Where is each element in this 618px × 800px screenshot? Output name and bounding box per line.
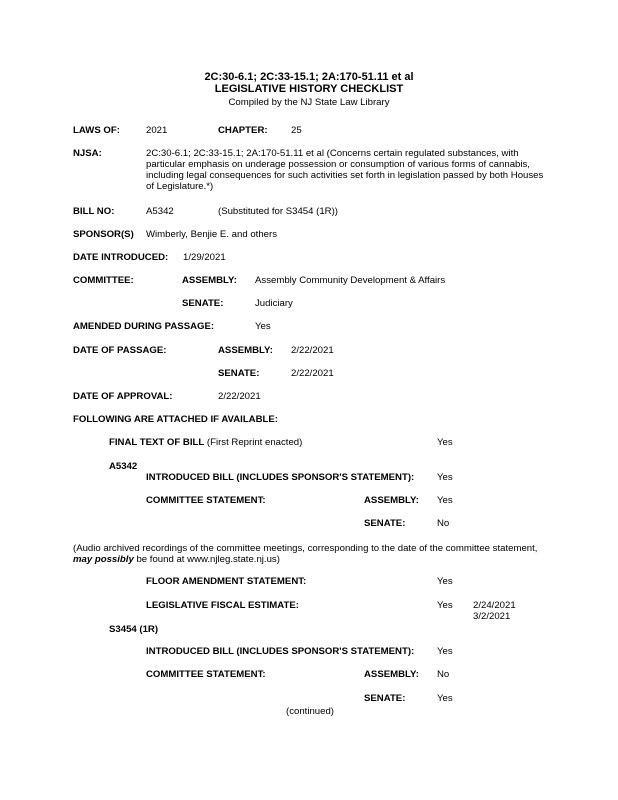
final-text-row [109,437,302,448]
s3454-assembly-label: ASSEMBLY: [364,669,419,680]
passage-senate-value: 2/22/2021 [291,368,334,379]
chapter-label: CHAPTER: [218,125,268,136]
laws-of-value: 2021 [146,125,168,136]
laws-of-label: LAWS OF: [73,125,120,136]
date-introduced-label: DATE INTRODUCED: [73,252,169,263]
floor-amendment-label: FLOOR AMENDMENT STATEMENT: [146,576,307,587]
a5342-committee-label: COMMITTEE STATEMENT: [146,495,266,506]
s3454-label: S3454 (1R) [109,624,159,635]
s3454-committee-label: COMMITTEE STATEMENT: [146,669,266,680]
s3454-introduced-label: INTRODUCED BILL (INCLUDES SPONSOR'S STATEMENT): [146,646,415,657]
committee-senate-value: Judiciary [255,298,293,309]
s3454-senate-value: Yes [437,693,453,704]
a5342-senate-label: SENATE: [364,518,406,529]
fiscal-estimate-value: Yes [437,600,453,611]
audio-note [73,543,553,565]
bill-no-value: A5342 [146,206,174,217]
continued-note: (continued) [286,706,334,717]
audio-note-emphasis: may possibly [73,554,134,565]
final-text-note: (First Reprint enacted) [206,437,303,448]
a5342-label: A5342 [109,461,138,472]
fiscal-estimate-label: LEGISLATIVE FISCAL ESTIMATE: [146,600,299,611]
s3454-senate-label: SENATE: [364,693,406,704]
final-text-label: FINAL TEXT OF BILL [109,437,205,448]
sponsors-label: SPONSOR(S) [73,229,134,240]
amended-value: Yes [255,321,271,332]
a5342-introduced-value: Yes [437,472,453,483]
committee-assembly-value: Assembly Community Development & Affairs [255,275,446,286]
audio-note-after: be found at www.njleg.state.nj.us) [133,554,280,565]
committee-assembly-label: ASSEMBLY: [182,275,237,286]
passage-senate-label: SENATE: [218,368,260,379]
date-introduced-value: 1/29/2021 [183,252,226,263]
a5342-introduced-label: INTRODUCED BILL (INCLUDES SPONSOR'S STATEMENT): [146,472,415,483]
s3454-assembly-value: No [437,669,450,680]
passage-assembly-value: 2/22/2021 [291,345,334,356]
njsa-label: NJSA: [73,148,102,159]
fiscal-estimate-date-2: 3/2/2021 [473,611,511,622]
final-text-value: Yes [437,437,453,448]
bill-no-label: BILL NO: [73,206,115,217]
s3454-introduced-value: Yes [437,646,453,657]
passage-assembly-label: ASSEMBLY: [218,345,273,356]
committee-label: COMMITTEE: [73,275,134,286]
page-title: LEGISLATIVE HISTORY CHECKLIST [214,83,404,95]
audio-note-before: (Audio archived recordings of the committee meetings, corresponding to the date of the committee statement, [73,543,538,554]
approval-label: DATE OF APPROVAL: [73,391,173,402]
floor-amendment-value: Yes [437,576,453,587]
compiled-by: Compiled by the NJ State Law Library [228,97,390,108]
chapter-value: 25 [291,125,302,136]
citation-heading: 2C:30-6.1; 2C:33-15.1; 2A:170-51.11 et al [204,71,414,83]
bill-no-note: (Substituted for S3454 (1R)) [218,206,338,217]
fiscal-estimate-date-1: 2/24/2021 [473,600,516,611]
a5342-assembly-value: Yes [437,495,453,506]
a5342-assembly-label: ASSEMBLY: [364,495,419,506]
passage-label: DATE OF PASSAGE: [73,345,167,356]
amended-label: AMENDED DURING PASSAGE: [73,321,215,332]
approval-value: 2/22/2021 [218,391,261,402]
sponsors-value: Wimberly, Benjie E. and others [146,229,277,240]
njsa-value: 2C:30-6.1; 2C:33-15.1; 2A:170-51.11 et al (Concerns certain regulated substances, with particular emphasis on underage possession or consumption of various forms of cannabis, including legal consequences for such activities set forth in legislation passed by both Houses of Legislature.*) [146,148,544,192]
committee-senate-label: SENATE: [182,298,224,309]
attached-heading: FOLLOWING ARE ATTACHED IF AVAILABLE: [73,414,278,425]
a5342-senate-value: No [437,518,450,529]
